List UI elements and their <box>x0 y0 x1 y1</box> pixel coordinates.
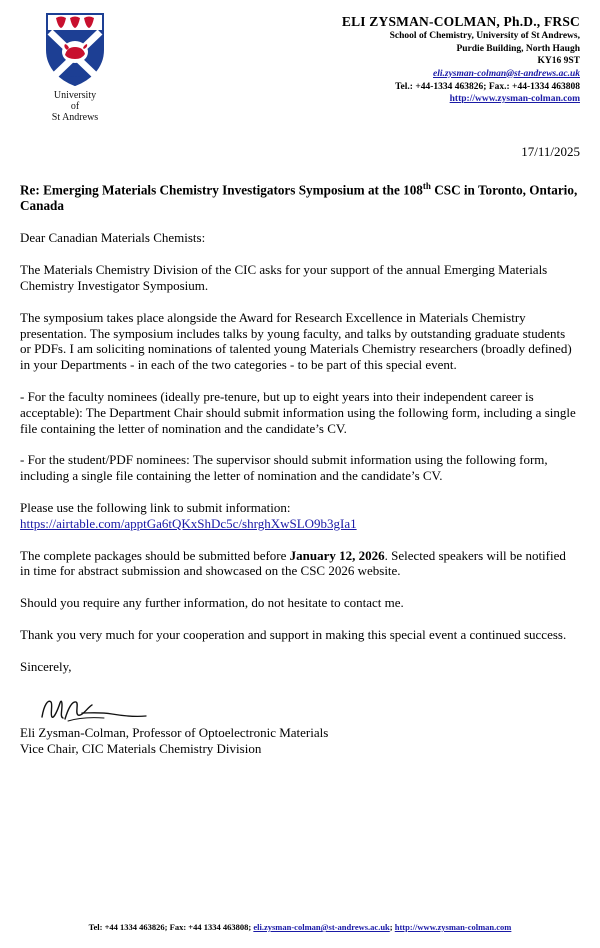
subject-text-post: CSC in Toronto, Ontario, Canada <box>20 182 578 214</box>
footer-separator: ; <box>389 922 395 932</box>
paragraph-faculty-nominees: - For the faculty nominees (ideally pre-tenure, but up to eight years into their independent career is acceptable): The Department Chair should submit information using the following form, including a single file containing the letter of nomination and the candidate’s CV. <box>20 388 576 436</box>
subject-ordinal-suffix: th <box>422 181 431 191</box>
sender-website-link[interactable]: http://www.zysman-colman.com <box>449 94 580 104</box>
university-crest-block <box>14 10 130 123</box>
sender-phone-fax: Tel.: +44-1334 463826; Fax.: +44-1334 463808 <box>395 81 580 92</box>
closing: Sincerely, <box>20 658 72 674</box>
letter-subject <box>20 178 578 214</box>
handwritten-signature-icon <box>38 693 158 727</box>
paragraph-thanks: Thank you very much for your cooperation and support in making this special event a continued success. <box>20 626 567 642</box>
submission-link-block <box>20 500 578 532</box>
paragraph-deadline <box>20 548 578 580</box>
footer-phone: Tel: +44 1334 463826; Fax: +44 1334 463808; <box>88 922 254 932</box>
crest-line-1: University <box>53 90 97 101</box>
sender-name: ELI ZYSMAN-COLMAN, Ph.D., FRSC <box>341 14 580 29</box>
sender-address-line-1: School of Chemistry, University of St Andrews, <box>389 31 580 41</box>
signer-title: Vice Chair, CIC Materials Chemistry Division <box>20 740 262 756</box>
paragraph-1: The Materials Chemistry Division of the CIC asks for your support of the annual Emerging Materials Chemistry Investigator Symposium. <box>20 262 548 293</box>
deadline-text-pre: The complete packages should be submitted before <box>20 547 290 563</box>
deadline-date: January 12, 2026 <box>289 547 385 563</box>
footer-website-link[interactable]: http://www.zysman-colman.com <box>394 922 512 932</box>
sender-details <box>130 10 586 106</box>
signer-name: Eli Zysman-Colman, Professor of Optoelectronic Materials <box>20 724 329 740</box>
subject-text-pre: Re: Emerging Materials Chemistry Investigators Symposium at the 108 <box>20 182 423 198</box>
paragraph-contact: Should you require any further information, do not hesitate to contact me. <box>20 595 404 611</box>
sender-address-line-2: Purdie Building, North Haugh <box>456 43 580 54</box>
page-footer <box>0 922 600 932</box>
submission-link-label: Please use the following link to submit information: <box>20 499 291 515</box>
footer-email-link[interactable]: eli.zysman-colman@st-andrews.ac.uk <box>253 922 390 932</box>
crest-line-2: of <box>70 101 80 112</box>
deadline-text-post: . Selected speakers will be notified in time for abstract submission and showcased on the CSC 2026 website. <box>20 547 566 579</box>
crest-line-3: St Andrews <box>51 112 99 123</box>
paragraph-student-nominees: - For the student/PDF nominees: The supervisor should submit information using the following form, including a single file containing the letter of nomination and the candidate’s CV. <box>20 452 548 484</box>
university-crest-icon <box>43 10 107 88</box>
letter-body <box>14 178 586 675</box>
submission-form-link[interactable]: https://airtable.com/apptGa6tQKxShDc5c/shrghXwSLO9b3gIa1 <box>20 515 357 531</box>
crest-caption <box>20 90 130 123</box>
sender-email-link[interactable]: eli.zysman-colman@st-andrews.ac.uk <box>433 68 580 79</box>
salutation: Dear Canadian Materials Chemists: <box>20 230 206 246</box>
signature-block <box>14 693 586 757</box>
sender-postcode: KY16 9ST <box>537 56 580 66</box>
letter-date: 17/11/2025 <box>521 144 580 159</box>
paragraph-2: The symposium takes place alongside the Award for Research Excellence in Materials Chemistry presentation. The symposium includes talks by young faculty, and talks by outstanding graduate students or PDFs. I am soliciting nominations of talented young Materials Chemistry researchers (broadly defined) in your Departments - in each of the two categories - to be part of this special event. <box>20 309 572 373</box>
letterhead <box>14 10 586 130</box>
